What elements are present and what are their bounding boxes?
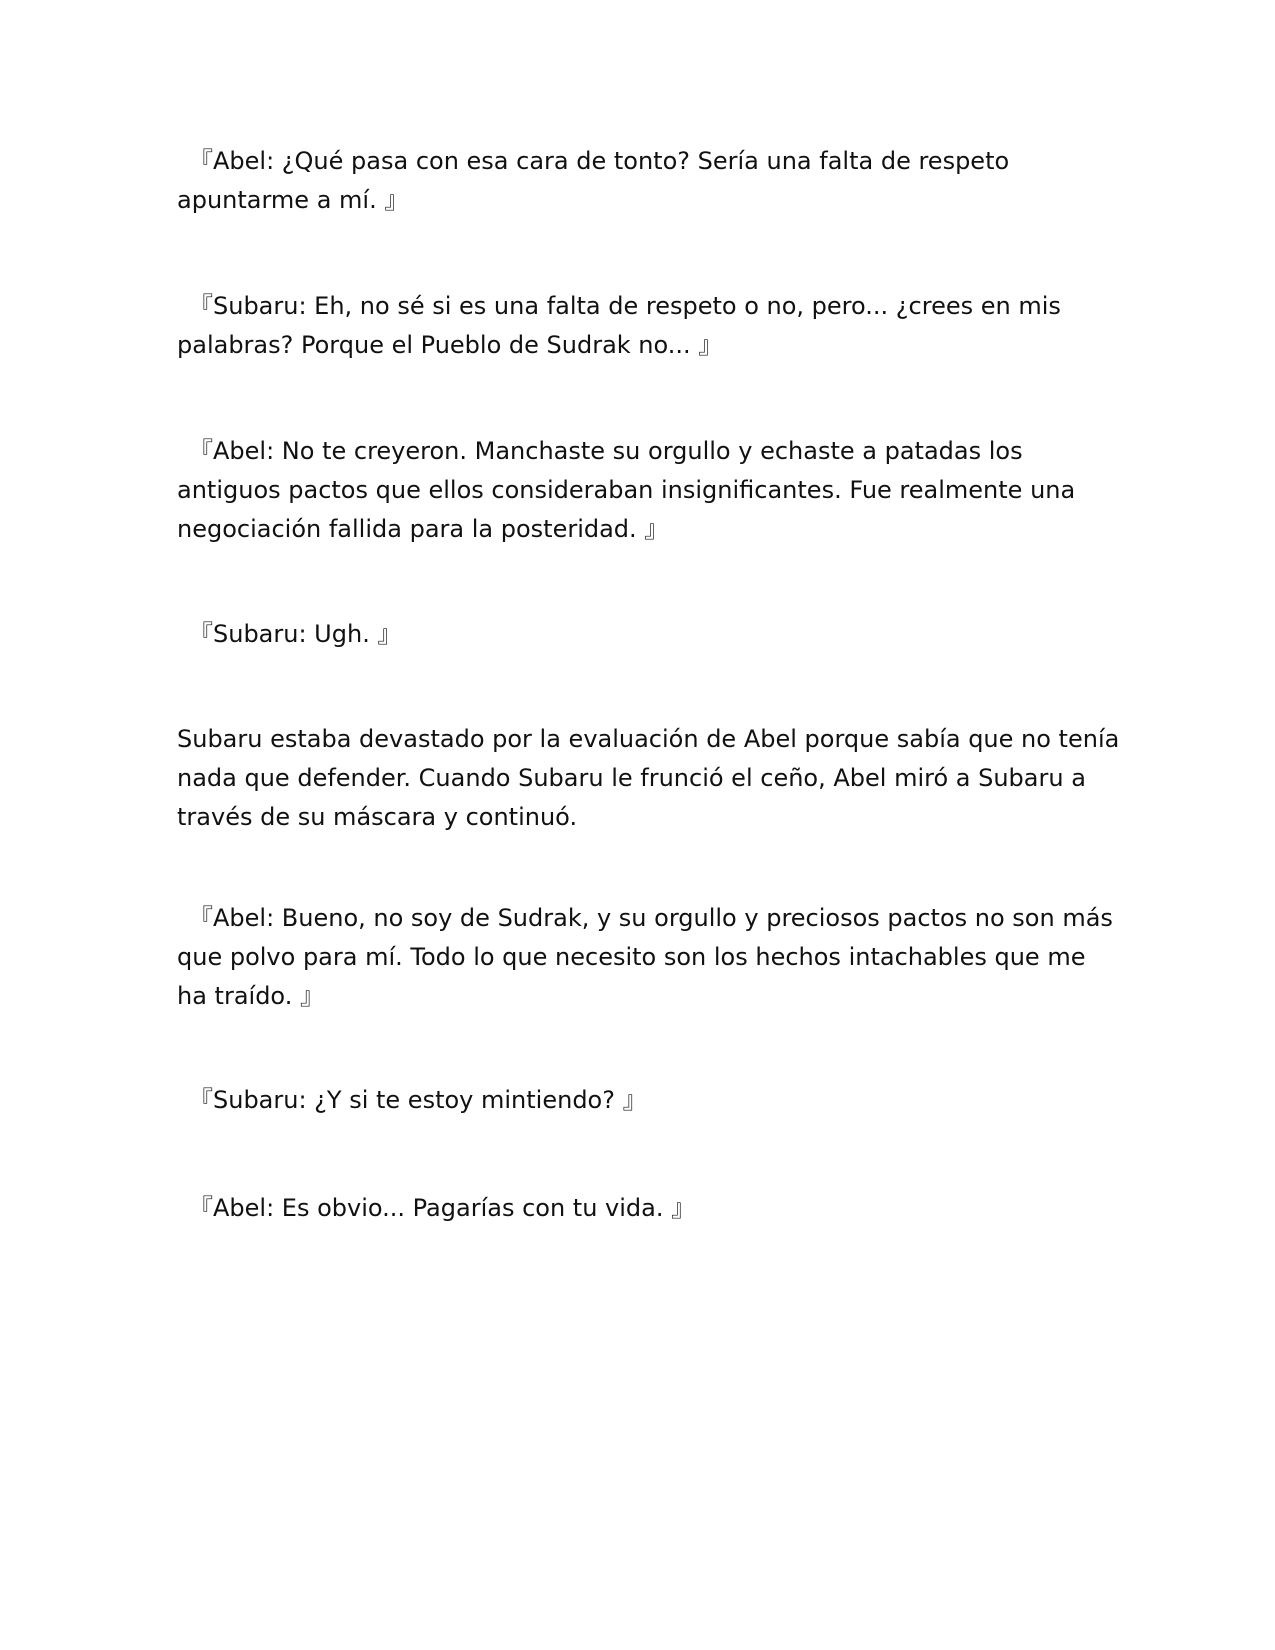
text-line: 『Abel: Bueno, no soy de Sudrak, y su orgullo y preciosos pactos no son más: [189, 904, 1113, 932]
text-line: Subaru estaba devastado por la evaluación de Abel porque sabía que no tenía: [177, 725, 1120, 753]
text-line: que polvo para mí. Todo lo que necesito son los hechos intachables que me: [177, 943, 1086, 971]
text-line: negociación fallida para la posteridad. 』: [177, 515, 669, 543]
dialogue-abel-4: [177, 1189, 1107, 1228]
text-line: antiguos pactos que ellos consideraban insignificantes. Fue realmente una: [177, 476, 1076, 504]
text-line: ha traído. 』: [177, 982, 324, 1010]
text-line: 『Abel: Es obvio... Pagarías con tu vida. 』: [189, 1194, 696, 1222]
text-line: nada que defender. Cuando Subaru le frunció el ceño, Abel miró a Subaru a: [177, 764, 1086, 792]
text-line: 『Abel: No te creyeron. Manchaste su orgullo y echaste a patadas los: [189, 437, 1023, 465]
dialogue-abel-3: [177, 899, 1113, 1016]
dialogue-abel-1: [177, 142, 1107, 220]
dialogue-subaru-2: [177, 615, 1107, 654]
dialogue-subaru-3: [177, 1081, 1107, 1120]
dialogue-subaru-1: [177, 287, 1107, 365]
text-line: 『Abel: ¿Qué pasa con esa cara de tonto? Sería una falta de respeto: [189, 147, 1010, 175]
narration-paragraph: [177, 720, 1120, 837]
dialogue-abel-2: [177, 432, 1107, 549]
text-line: apuntarme a mí. 』: [177, 186, 409, 214]
text-line: 『Subaru: Eh, no sé si es una falta de respeto o no, pero... ¿crees en mis: [189, 292, 1061, 320]
text-line: 『Subaru: Ugh. 』: [189, 620, 402, 648]
text-line: 『Subaru: ¿Y si te estoy mintiendo? 』: [189, 1086, 647, 1114]
text-line: palabras? Porque el Pueblo de Sudrak no... 』: [177, 331, 723, 359]
text-line: través de su máscara y continuó.: [177, 803, 578, 831]
